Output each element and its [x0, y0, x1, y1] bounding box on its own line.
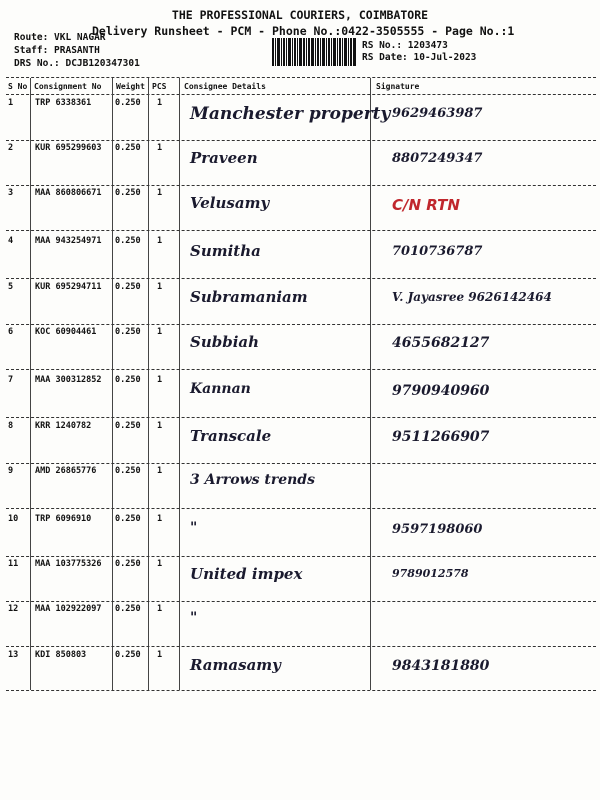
- serial-number: 9: [8, 466, 14, 476]
- row-divider: [6, 185, 596, 186]
- weight-value: 0.250: [115, 650, 141, 660]
- weight-value: 0.250: [115, 236, 141, 246]
- pcs-value: 1: [157, 143, 163, 153]
- signature-handwriting: 9597198060: [392, 522, 483, 537]
- pcs-value: 1: [157, 559, 163, 569]
- company-title: THE PROFESSIONAL COURIERS, COIMBATORE: [171, 8, 429, 22]
- pcs-value: 1: [157, 421, 163, 431]
- table-bottom-divider: [6, 690, 596, 691]
- serial-number: 4: [8, 236, 14, 246]
- barcode-image: [272, 38, 356, 66]
- grid-line: [30, 78, 31, 690]
- consignee-handwriting: Subramaniam: [190, 288, 308, 306]
- signature-handwriting: 9843181880: [392, 658, 490, 674]
- grid-line: [370, 78, 371, 690]
- row-divider: [6, 463, 596, 464]
- consignment-number: MAA 300312852: [35, 375, 102, 385]
- serial-number: 2: [8, 143, 14, 153]
- consignee-handwriting: Sumitha: [190, 242, 261, 260]
- row-divider: [6, 601, 596, 602]
- consignee-handwriting: Subbiah: [190, 333, 260, 351]
- signature-handwriting: 4655682127: [392, 335, 490, 351]
- weight-value: 0.250: [115, 188, 141, 198]
- pcs-value: 1: [157, 466, 163, 476]
- consignee-handwriting: Kannan: [190, 381, 251, 397]
- signature-handwriting: 9789012578: [392, 567, 469, 580]
- row-divider: [6, 230, 596, 231]
- table-header: [6, 80, 596, 94]
- consignment-number: KUR 695294711: [35, 282, 102, 292]
- weight-value: 0.250: [115, 559, 141, 569]
- row-divider: [6, 140, 596, 141]
- weight-value: 0.250: [115, 421, 141, 431]
- serial-number: 13: [8, 650, 19, 660]
- rs-number: RS No.: 1203473: [362, 40, 448, 51]
- col-pcs: PCS: [152, 82, 167, 91]
- row-divider: [6, 508, 596, 509]
- col-weight: Weight: [116, 82, 145, 91]
- signature-handwriting: 9629463987: [392, 106, 483, 121]
- serial-number: 5: [8, 282, 14, 292]
- pcs-value: 1: [157, 604, 163, 614]
- consignment-number: KRR 1240782: [35, 421, 92, 431]
- consignment-number: KDI 850803: [35, 650, 87, 660]
- consignment-number: MAA 943254971: [35, 236, 102, 246]
- consignee-handwriting: ": [190, 610, 198, 626]
- pcs-value: 1: [157, 188, 163, 198]
- weight-value: 0.250: [115, 143, 141, 153]
- pcs-value: 1: [157, 514, 163, 524]
- weight-value: 0.250: [115, 604, 141, 614]
- weight-value: 0.250: [115, 98, 141, 108]
- consignment-number: MAA 102922097: [35, 604, 102, 614]
- weight-value: 0.250: [115, 514, 141, 524]
- serial-number: 12: [8, 604, 19, 614]
- staff-label: Staff: PRASANTH: [14, 45, 100, 56]
- serial-number: 7: [8, 375, 14, 385]
- header-top-divider: [6, 77, 596, 78]
- consignment-number: TRP 6338361: [35, 98, 92, 108]
- pcs-value: 1: [157, 327, 163, 337]
- consignment-number: MAA 860806671: [35, 188, 102, 198]
- consignee-handwriting: Praveen: [190, 149, 258, 167]
- consignee-handwriting: United impex: [190, 565, 303, 583]
- signature-handwriting: C/N RTN: [392, 196, 460, 214]
- pcs-value: 1: [157, 236, 163, 246]
- pcs-value: 1: [157, 98, 163, 108]
- serial-number: 3: [8, 188, 14, 198]
- serial-number: 8: [8, 421, 14, 431]
- weight-value: 0.250: [115, 327, 141, 337]
- row-divider: [6, 646, 596, 647]
- rs-date: RS Date: 10-Jul-2023: [362, 52, 477, 63]
- consignment-number: KUR 695299603: [35, 143, 102, 153]
- consignee-handwriting: Velusamy: [190, 194, 270, 212]
- row-divider: [6, 369, 596, 370]
- weight-value: 0.250: [115, 375, 141, 385]
- signature-handwriting: V. Jayasree 9626142464: [392, 290, 552, 304]
- col-consignment: Consignment No: [34, 82, 102, 91]
- signature-handwriting: 7010736787: [392, 244, 483, 259]
- signature-handwriting: 9790940960: [392, 383, 490, 399]
- consignment-number: MAA 103775326: [35, 559, 102, 569]
- consignee-handwriting: ": [190, 520, 198, 536]
- signature-handwriting: 9511266907: [392, 429, 490, 445]
- col-sno: S No: [8, 82, 28, 91]
- pcs-value: 1: [157, 375, 163, 385]
- serial-number: 1: [8, 98, 14, 108]
- grid-line: [112, 78, 113, 690]
- weight-value: 0.250: [115, 282, 141, 292]
- pcs-value: 1: [157, 650, 163, 660]
- drs-number: DRS No.: DCJB120347301: [14, 58, 140, 69]
- grid-line: [148, 78, 149, 690]
- consignee-handwriting: Ramasamy: [190, 656, 281, 674]
- consignment-number: AMD 26865776: [35, 466, 97, 476]
- row-divider: [6, 417, 596, 418]
- col-signature: Signature: [376, 82, 420, 91]
- row-divider: [6, 278, 596, 279]
- consignee-handwriting: 3 Arrows trends: [190, 472, 315, 488]
- route-label: Route: VKL NAGAR: [14, 32, 106, 43]
- grid-line: [179, 78, 180, 690]
- consignment-number: KOC 60904461: [35, 327, 97, 337]
- consignee-handwriting: Manchester property: [190, 104, 391, 124]
- col-consignee: Consignee Details: [184, 82, 266, 91]
- signature-handwriting: 8807249347: [392, 151, 483, 166]
- serial-number: 10: [8, 514, 19, 524]
- pcs-value: 1: [157, 282, 163, 292]
- row-divider: [6, 324, 596, 325]
- serial-number: 11: [8, 559, 19, 569]
- header-bottom-divider: [6, 94, 596, 95]
- weight-value: 0.250: [115, 466, 141, 476]
- row-divider: [6, 556, 596, 557]
- runsheet-subtitle: Delivery Runsheet - PCM - Phone No.:0422-3505555 - Page No.:1: [92, 24, 515, 38]
- consignee-handwriting: Transcale: [190, 427, 272, 445]
- consignment-number: TRP 6096910: [35, 514, 92, 524]
- serial-number: 6: [8, 327, 14, 337]
